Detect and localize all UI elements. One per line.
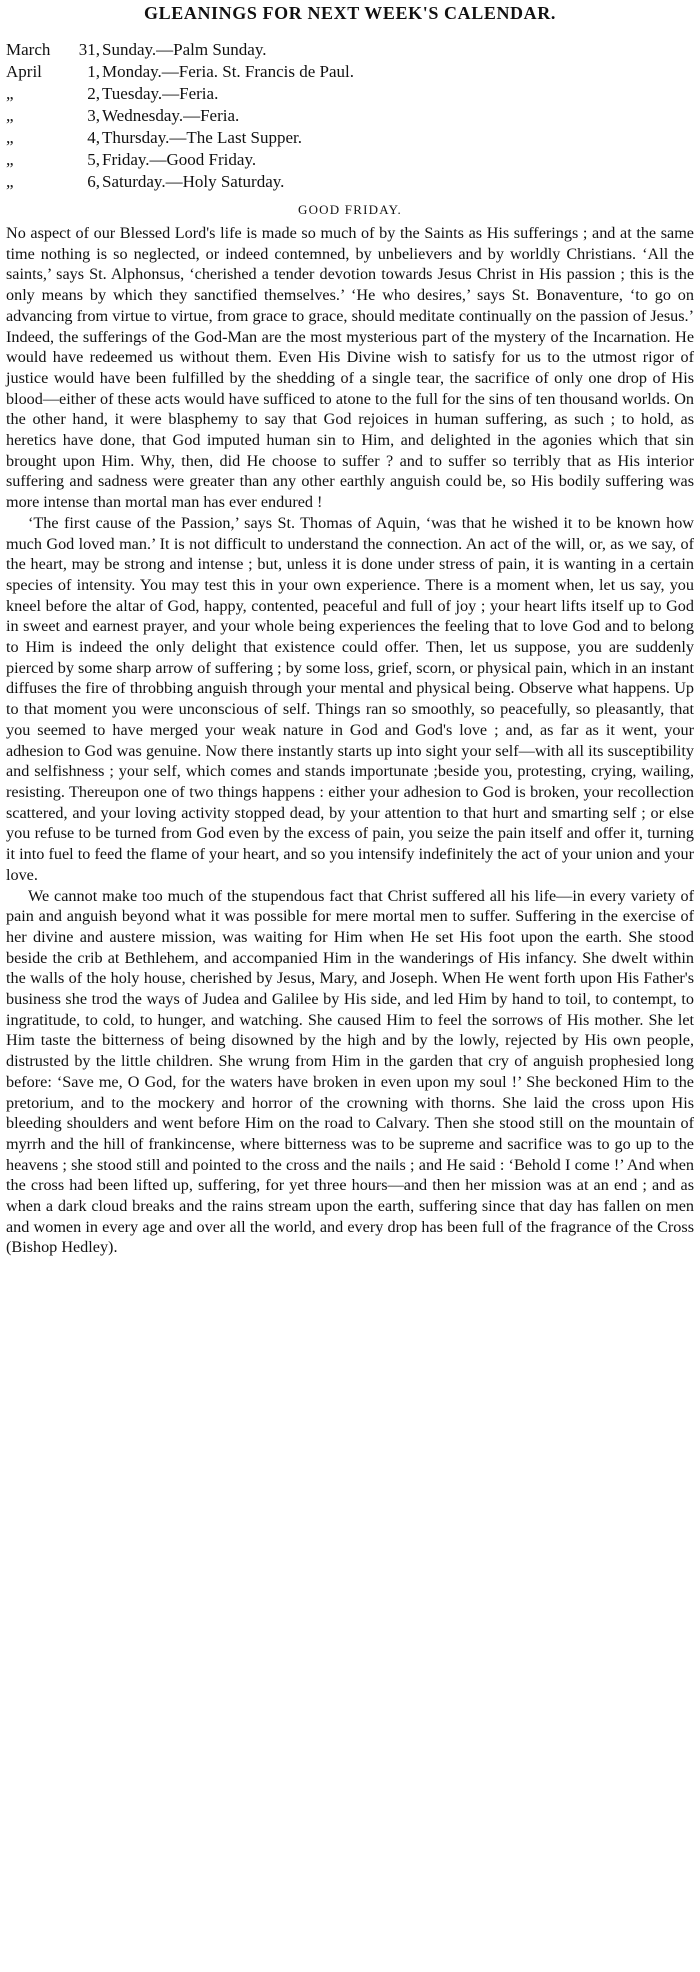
- calendar-entry: [6, 149, 694, 171]
- calendar-entry: [6, 105, 694, 127]
- article-paragraph: We cannot make too much of the stupendous fact that Christ suffered all his life—in every variety of pain and anguish beyond what it was possible for mere mortal men to suffer. Suffering in the exercise of her divine and austere mission, was waiting for Him when He set His foot upon the earth. She stood beside the crib at Bethlehem, and accompanied Him in the wanderings of His infancy. She dwelt within the walls of the holy house, cherished by Jesus, Mary, and Joseph. When He went forth upon His Father's business she trod the ways of Judea and Galilee by His side, and led Him by hand to toil, to contempt, to ingratitude, to cold, to hunger, and watching. She caused Him to feel the sorrows of His mother. She let Him taste the bitterness of being disowned by the high and by the lowly, rejected by His own people, distrusted by the little children. She wrung from Him in the garden that cry of anguish prophesied long before: ‘Save me, O God, for the waters have broken in even upon my soul !’ She beckoned Him to the pretorium, and to the mockery and horror of the crowning with thorns. She laid the cross upon His bleeding shoulders and went before Him on the road to Calvary. Then she stood still on the mountain of myrrh and the hill of frankincense, where bitterness was to be supreme and sacrifice was to go up to the heavens ; she stood still and pointed to the cross and the nails ; and He said : ‘Behold I come !’ And when the cross had been lifted up, suffering, for yet three hours—and then her mission was at an end ; and as when a dark cloud breaks and the rains stream upon the earth, suffering since that day has fallen on men and women in every age and over all the world, and every drop has been full of the fragrance of the Cross (Bishop Hedley).: [6, 886, 694, 1257]
- calendar-day: 6,: [87, 172, 100, 191]
- calendar-text: Monday.—Feria. St. Francis de Paul.: [102, 62, 354, 81]
- calendar-entry: [6, 83, 694, 105]
- calendar-entry: [6, 127, 694, 149]
- calendar-day: 2,: [87, 84, 100, 103]
- calendar-entry: [6, 171, 694, 193]
- calendar-month: „: [6, 106, 14, 125]
- calendar-day: 3,: [87, 106, 100, 125]
- article-paragraph: No aspect of our Blessed Lord's life is made so much of by the Saints as His sufferings ; and at the same time nothing is so neglected, or indeed contemned, by unbelievers and by worldly Christians. ‘All the saints,’ says St. Alphonsus, ‘cherished a tender devotion towards Jesus Christ in His passion ; this is the only means by which they sanctified themselves.’ ‘He who desires,’ says St. Bonaventure, ‘to go on advancing from virtue to virtue, from grace to grace, should meditate continually on the passion of Jesus.’ Indeed, the sufferings of the God-Man are the most mysterious part of the mystery of the Incarnation. He would have redeemed us without them. Even His Divine wish to satisfy for us to the utmost rigor of justice would have been fulfilled by the shedding of a single tear, the sacrifice of only one drop of His blood—either of these acts would have sufficed to atone to the full for the sins of ten thousand worlds. On the other hand, it were blasphemy to say that God rejoices in human suffering, as such ; to hold, as heretics have done, that God imputed human sin to Him, and delighted in the agonies which that sin brought upon Him. Why, then, did He choose to suffer ? and to suffer so terribly that as His interior suffering and sadness were greater than any other earthly anguish could be, so His bodily suffering was more intense than mortal man has ever endured !: [6, 224, 694, 512]
- calendar-entry: [6, 61, 694, 83]
- article-paragraph: ‘The first cause of the Passion,’ says St. Thomas of Aquin, ‘was that he wished it to be known how much God loved man.’ It is not difficult to understand the connection. An act of the will, or, as we say, of the heart, may be strong and intense ; but, unless it is done under stress of pain, it is wanting in a certain species of intensity. You may test this in your own experience. There is a moment when, let us say, you kneel before the altar of God, happy, contented, peaceful and full of joy ; your heart lifts itself up to God in sweet and earnest prayer, and your whole being experiences the feeling that to love God and to belong to Him is indeed the only delight that existence could offer. Then, let us suppose, you are suddenly pierced by some sharp arrow of suffering ; by some loss, grief, scorn, or physical pain, which in an instant diffuses the fire of throbbing anguish through your mental and physical being. Observe what happens. Up to that moment you were unconscious of self. Things ran so smoothly, so peacefully, so pleasantly, that you seemed to have merged your weak nature in God and God's love ; and, as far as it went, your adhesion to God was genuine. Now there instantly starts up into sight your self—with all its susceptibility and selfishness ; your self, which comes and stands importunate ;beside you, protesting, crying, wailing, resisting. Thereupon one of two things happens : either your adhesion to God is broken, your recollection scattered, and your loving activity stopped dead, by your attention to that hurt and smarting self ; or else you refuse to be turned from God even by the excess of pain, you seize the pain itself and offer it, turning it into fuel to feed the flame of your heart, and so you intensify indefinitely the act of your union and your love.: [6, 513, 694, 884]
- calendar-day: 4,: [87, 128, 100, 147]
- calendar-text: Saturday.—Holy Saturday.: [102, 172, 285, 191]
- calendar-month: „: [6, 172, 14, 191]
- calendar-entry: [6, 39, 694, 61]
- calendar-month: March: [6, 40, 51, 59]
- calendar-day: 5,: [87, 150, 100, 169]
- calendar-month: „: [6, 128, 14, 147]
- page-heading: GLEANINGS FOR NEXT WEEK'S CALENDAR.: [144, 3, 556, 23]
- calendar-day: 1,: [87, 62, 100, 81]
- calendar-text: Friday.—Good Friday.: [102, 150, 257, 169]
- calendar-day: 31,: [78, 40, 100, 59]
- calendar-list: [6, 39, 694, 193]
- calendar-text: Sunday.—Palm Sunday.: [102, 40, 267, 59]
- calendar-month: April: [6, 62, 42, 81]
- calendar-text: Thursday.—The Last Supper.: [102, 128, 303, 147]
- calendar-text: Wednesday.—Feria.: [102, 106, 240, 125]
- calendar-text: Tuesday.—Feria.: [102, 84, 219, 103]
- calendar-month: „: [6, 150, 14, 169]
- calendar-month: „: [6, 84, 14, 103]
- article-title: GOOD FRIDAY.: [298, 202, 402, 217]
